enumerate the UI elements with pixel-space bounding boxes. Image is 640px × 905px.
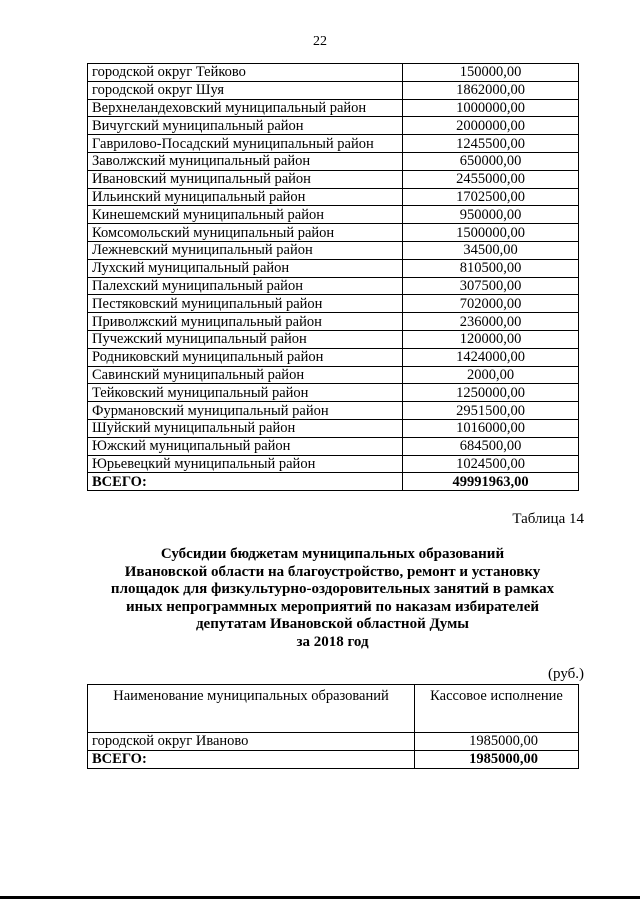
amount-cell: 1245500,00 bbox=[403, 135, 579, 153]
bottom-rule bbox=[0, 896, 640, 899]
municipality-name-cell: городской округ Тейково bbox=[88, 64, 403, 82]
municipality-name-cell: Кинешемский муниципальный район bbox=[88, 206, 403, 224]
municipality-name-cell: Приволжский муниципальный район bbox=[88, 313, 403, 331]
municipality-name-cell: Савинский муниципальный район bbox=[88, 366, 403, 384]
table-row bbox=[88, 206, 579, 224]
municipality-name-cell: Южский муниципальный район bbox=[88, 437, 403, 455]
amount-cell: 1985000,00 bbox=[415, 733, 579, 751]
municipality-name-cell: Ильинский муниципальный район bbox=[88, 188, 403, 206]
table-row bbox=[88, 277, 579, 295]
amount-cell: 120000,00 bbox=[403, 330, 579, 348]
municipality-name-cell: Родниковский муниципальный район bbox=[88, 348, 403, 366]
table-row bbox=[88, 437, 579, 455]
amount-cell: 1702500,00 bbox=[403, 188, 579, 206]
municipality-name-cell: Тейковский муниципальный район bbox=[88, 384, 403, 402]
amount-cell: 1500000,00 bbox=[403, 224, 579, 242]
amount-cell: 307500,00 bbox=[403, 277, 579, 295]
municipality-name-cell: Шуйский муниципальный район bbox=[88, 419, 403, 437]
table-row bbox=[88, 313, 579, 331]
table-row bbox=[88, 419, 579, 437]
table-row bbox=[88, 99, 579, 117]
amount-cell: 2000000,00 bbox=[403, 117, 579, 135]
table-row bbox=[88, 152, 579, 170]
amount-cell: 1424000,00 bbox=[403, 348, 579, 366]
table-row bbox=[88, 733, 579, 751]
table-row bbox=[88, 170, 579, 188]
municipality-name-cell: Юрьевецкий муниципальный район bbox=[88, 455, 403, 473]
municipality-name-cell: Фурмановский муниципальный район bbox=[88, 402, 403, 420]
total-row bbox=[88, 473, 579, 491]
heading-line: Субсидии бюджетам муниципальных образований bbox=[160, 546, 505, 562]
heading-line: за 2018 год bbox=[296, 633, 369, 650]
amount-cell: 810500,00 bbox=[403, 259, 579, 277]
municipality-name-cell: Верхнеландеховский муниципальный район bbox=[88, 99, 403, 117]
header-value-cell: Кассовое исполнение bbox=[415, 685, 579, 733]
table-row bbox=[88, 366, 579, 384]
table-row bbox=[88, 384, 579, 402]
total-label-cell: ВСЕГО: bbox=[88, 473, 403, 491]
amount-cell: 1016000,00 bbox=[403, 419, 579, 437]
heading-line: депутатам Ивановской областной Думы bbox=[195, 616, 470, 632]
heading-line: иных непрограммных мероприятий по наказам избирателей bbox=[125, 598, 540, 615]
total-label-cell: ВСЕГО: bbox=[88, 751, 415, 769]
amount-cell: 1250000,00 bbox=[403, 384, 579, 402]
municipality-name-cell: Заволжский муниципальный район bbox=[88, 152, 403, 170]
amount-cell: 150000,00 bbox=[403, 64, 579, 82]
table-row bbox=[88, 402, 579, 420]
municipality-name-cell: Гаврилово-Посадский муниципальный район bbox=[88, 135, 403, 153]
table-row bbox=[88, 117, 579, 135]
municipality-name-cell: Лежневский муниципальный район bbox=[88, 241, 403, 259]
table-heading bbox=[95, 546, 570, 651]
table-row bbox=[88, 81, 579, 99]
table-row bbox=[88, 295, 579, 313]
table-row bbox=[88, 135, 579, 153]
amount-cell: 2455000,00 bbox=[403, 170, 579, 188]
table-header-row bbox=[88, 685, 579, 733]
subsidies-table-14 bbox=[87, 684, 579, 769]
municipality-name-cell: городской округ Шуя bbox=[88, 81, 403, 99]
table-row bbox=[88, 224, 579, 242]
table-label: Таблица 14 bbox=[512, 511, 584, 527]
municipality-name-cell: Пестяковский муниципальный район bbox=[88, 295, 403, 313]
header-name-cell: Наименование муниципальных образований bbox=[88, 685, 415, 733]
amount-cell: 684500,00 bbox=[403, 437, 579, 455]
amount-cell: 236000,00 bbox=[403, 313, 579, 331]
subsidies-table-continued bbox=[87, 63, 579, 491]
amount-cell: 950000,00 bbox=[403, 206, 579, 224]
total-row bbox=[88, 751, 579, 769]
page-number: 22 bbox=[313, 34, 327, 49]
table-row bbox=[88, 455, 579, 473]
table-row bbox=[88, 348, 579, 366]
table-row bbox=[88, 241, 579, 259]
amount-cell: 1024500,00 bbox=[403, 455, 579, 473]
amount-cell: 1000000,00 bbox=[403, 99, 579, 117]
heading-line: Ивановской области на благоустройство, ремонт и установку bbox=[124, 563, 541, 580]
amount-cell: 1862000,00 bbox=[403, 81, 579, 99]
unit-label: (руб.) bbox=[548, 666, 584, 682]
municipality-name-cell: Ивановский муниципальный район bbox=[88, 170, 403, 188]
municipality-name-cell: Комсомольский муниципальный район bbox=[88, 224, 403, 242]
municipality-name-cell: городской округ Иваново bbox=[88, 733, 415, 751]
total-value-cell: 1985000,00 bbox=[415, 751, 579, 769]
amount-cell: 702000,00 bbox=[403, 295, 579, 313]
amount-cell: 2000,00 bbox=[403, 366, 579, 384]
municipality-name-cell: Пучежский муниципальный район bbox=[88, 330, 403, 348]
amount-cell: 2951500,00 bbox=[403, 402, 579, 420]
amount-cell: 650000,00 bbox=[403, 152, 579, 170]
municipality-name-cell: Лухский муниципальный район bbox=[88, 259, 403, 277]
heading-line: площадок для физкультурно-оздоровительных занятий в рамках bbox=[110, 581, 555, 597]
amount-cell: 34500,00 bbox=[403, 241, 579, 259]
municipality-name-cell: Вичугский муниципальный район bbox=[88, 117, 403, 135]
table-row bbox=[88, 188, 579, 206]
table-row bbox=[88, 330, 579, 348]
total-value-cell: 49991963,00 bbox=[403, 473, 579, 491]
table-row bbox=[88, 64, 579, 82]
table-row bbox=[88, 259, 579, 277]
municipality-name-cell: Палехский муниципальный район bbox=[88, 277, 403, 295]
